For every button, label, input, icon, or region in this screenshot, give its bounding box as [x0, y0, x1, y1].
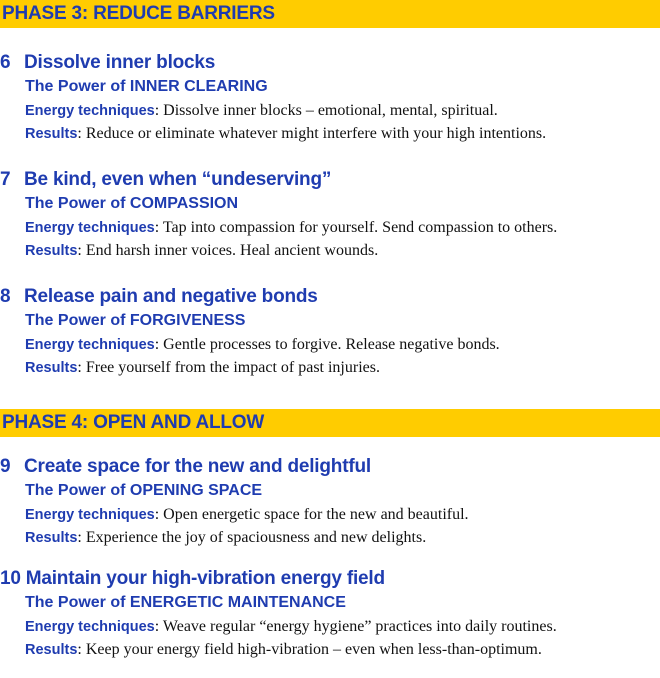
results-label: Results	[25, 360, 78, 376]
results-line	[25, 125, 546, 143]
techniques-line	[25, 506, 469, 524]
techniques-label: Energy techniques	[25, 619, 155, 635]
phase-3-banner	[0, 0, 660, 28]
step-heading: Be kind, even when “undeserving”	[24, 169, 332, 190]
techniques-text: : Gentle processes to forgive. Release negative bonds.	[154, 336, 500, 353]
techniques-label: Energy techniques	[25, 507, 155, 523]
power-subtitle: The Power of OPENING SPACE	[25, 482, 263, 499]
results-text: : Free yourself from the impact of past injuries.	[77, 359, 380, 376]
techniques-line	[25, 102, 498, 120]
results-label: Results	[25, 126, 78, 142]
step-7-heading-row	[0, 169, 331, 191]
techniques-label: Energy techniques	[25, 103, 155, 119]
phase-4-banner	[0, 409, 660, 437]
step-number: 10	[0, 568, 21, 589]
step-8-heading-row	[0, 286, 318, 308]
step-9-heading-row	[0, 456, 371, 478]
techniques-line	[25, 219, 557, 237]
phase-4-title: PHASE 4: OPEN AND ALLOW	[2, 412, 265, 433]
step-heading: Release pain and negative bonds	[24, 286, 318, 307]
step-number: 9	[0, 456, 11, 477]
step-heading: Maintain your high-vibration energy field	[25, 568, 385, 589]
step-number: 8	[0, 286, 11, 307]
techniques-label: Energy techniques	[25, 220, 155, 236]
results-text: : Keep your energy field high-vibration – even when less-than-optimum.	[77, 641, 542, 658]
results-line	[25, 359, 380, 377]
power-subtitle: The Power of ENERGETIC MAINTENANCE	[25, 594, 346, 611]
power-subtitle: The Power of FORGIVENESS	[25, 312, 246, 329]
step-number: 7	[0, 169, 11, 190]
step-number: 6	[0, 52, 11, 73]
step-10	[0, 568, 660, 664]
results-line	[25, 242, 378, 260]
techniques-label: Energy techniques	[25, 337, 155, 353]
techniques-line	[25, 618, 557, 636]
results-text: : Experience the joy of spaciousness and new delights.	[77, 529, 427, 546]
results-line	[25, 641, 542, 659]
results-text: : Reduce or eliminate whatever might interfere with your high intentions.	[77, 125, 547, 142]
step-heading: Dissolve inner blocks	[24, 52, 216, 73]
results-line	[25, 529, 426, 547]
step-heading: Create space for the new and delightful	[24, 456, 371, 477]
results-label: Results	[25, 243, 78, 259]
step-8	[0, 286, 660, 382]
step-6	[0, 52, 660, 148]
phase-3-title: PHASE 3: REDUCE BARRIERS	[2, 3, 275, 24]
results-label: Results	[25, 642, 78, 658]
techniques-text: : Tap into compassion for yourself. Send compassion to others.	[154, 219, 558, 236]
step-10-heading-row	[0, 568, 385, 590]
step-6-heading-row	[0, 52, 215, 74]
power-subtitle: The Power of INNER CLEARING	[25, 78, 268, 95]
techniques-line	[25, 336, 500, 354]
step-7	[0, 169, 660, 265]
power-subtitle: The Power of COMPASSION	[25, 195, 239, 212]
techniques-text: : Open energetic space for the new and beautiful.	[154, 506, 469, 523]
techniques-text: : Dissolve inner blocks – emotional, mental, spiritual.	[154, 102, 498, 119]
techniques-text: : Weave regular “energy hygiene” practices into daily routines.	[154, 618, 557, 635]
step-9	[0, 456, 660, 552]
results-text: : End harsh inner voices. Heal ancient wounds.	[77, 242, 379, 259]
results-label: Results	[25, 530, 78, 546]
